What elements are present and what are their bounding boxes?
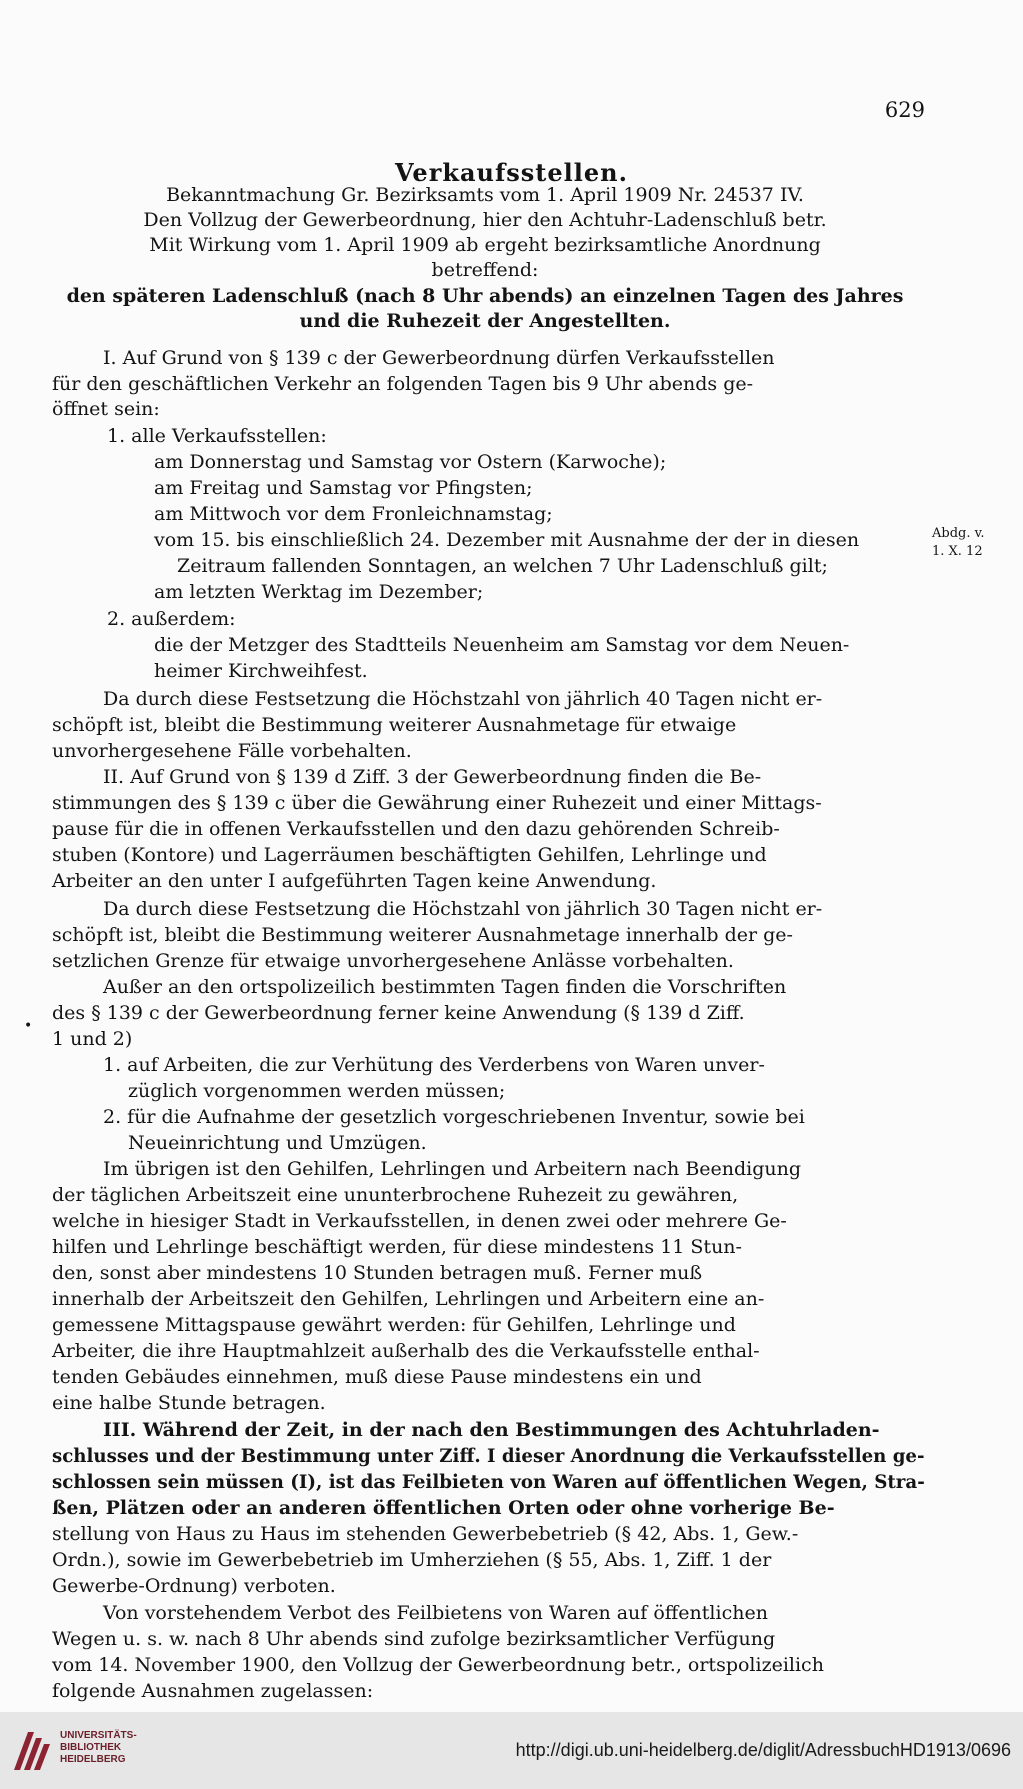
- text-line: am Freitag und Samstag vor Pfingsten;: [154, 477, 533, 499]
- page-number: 629: [884, 98, 925, 122]
- text-line: den späteren Ladenschluß (nach 8 Uhr abends) an einzelnen Tagen des Jahres: [66, 285, 904, 307]
- document-title: Verkaufsstellen.: [395, 158, 628, 187]
- text-line: Mit Wirkung vom 1. April 1909 ab ergeht bezirksamtliche Anordnung: [149, 234, 821, 256]
- text-line: betreffend:: [431, 259, 539, 281]
- text-line: Den Vollzug der Gewerbeordnung, hier den Achtuhr-Ladenschluß betr.: [143, 209, 827, 231]
- text-line: und die Ruhezeit der Angestellten.: [299, 310, 671, 332]
- text-line: III. Während der Zeit, in der nach den Bestimmungen des Achtuhrladen-: [103, 1419, 880, 1441]
- text-line: schlusses und der Bestimmung unter Ziff. I dieser Anordnung die Verkaufsstellen ge-: [52, 1445, 925, 1467]
- text-line: 1. alle Verkaufsstellen:: [107, 425, 327, 447]
- text-line: vom 14. November 1900, den Vollzug der Gewerbeordnung betr., ortspolizeilich: [52, 1654, 824, 1676]
- text-line: Von vorstehendem Verbot des Feilbietens von Waren auf öffentlichen: [103, 1602, 768, 1624]
- text-line: Neueinrichtung und Umzügen.: [128, 1132, 427, 1154]
- text-line: unvorhergesehene Fälle vorbehalten.: [52, 740, 412, 762]
- digital-object-url[interactable]: http://digi.ub.uni-heidelberg.de/diglit/AdressbuchHD1913/0696: [515, 1740, 1011, 1760]
- text-line: schöpft ist, bleibt die Bestimmung weiterer Ausnahmetage für etwaige: [52, 714, 737, 736]
- text-line: Arbeiter an den unter I aufgeführten Tagen keine Anwendung.: [52, 870, 657, 892]
- margin-note-line: 1. X. 12: [932, 544, 983, 559]
- text-line: setzlichen Grenze für etwaige unvorhergesehene Anlässe vorbehalten.: [52, 950, 734, 972]
- text-line: der täglichen Arbeitszeit eine ununterbrochene Ruhezeit zu gewähren,: [52, 1184, 739, 1206]
- text-line: Im übrigen ist den Gehilfen, Lehrlingen und Arbeitern nach Beendigung: [103, 1158, 802, 1180]
- institution-name[interactable]: UNIVERSITÄTS- BIBLIOTHEK HEIDELBERG: [60, 1730, 137, 1765]
- text-line: öffnet sein:: [52, 398, 160, 420]
- text-line: eine halbe Stunde betragen.: [52, 1392, 326, 1414]
- margin-note-line: Abdg. v.: [932, 526, 985, 541]
- text-line: pause für die in offenen Verkaufsstellen und den dazu gehörenden Schreib-: [52, 818, 780, 840]
- text-line: II. Auf Grund von § 139 d Ziff. 3 der Gewerbeordnung finden die Be-: [103, 766, 762, 788]
- text-line: welche in hiesiger Stadt in Verkaufsstellen, in denen zwei oder mehrere Ge-: [52, 1210, 787, 1232]
- text-line: stellung von Haus zu Haus im stehenden Gewerbebetrieb (§ 42, Abs. 1, Gew.-: [52, 1523, 799, 1545]
- text-line: den, sonst aber mindestens 10 Stunden betragen muß. Ferner muß: [52, 1262, 703, 1284]
- text-line: hilfen und Lehrlinge beschäftigt werden, für diese mindestens 11 Stun-: [52, 1236, 742, 1258]
- text-line: des § 139 c der Gewerbeordnung ferner keine Anwendung (§ 139 d Ziff.: [52, 1002, 745, 1024]
- text-line: Bekanntmachung Gr. Bezirksamts vom 1. April 1909 Nr. 24537 IV.: [166, 184, 804, 206]
- text-line: 1 und 2): [52, 1028, 133, 1050]
- text-line: I. Auf Grund von § 139 c der Gewerbeordnung dürfen Verkaufsstellen: [103, 347, 775, 369]
- text-line: 1. auf Arbeiten, die zur Verhütung des Verderbens von Waren unver-: [103, 1054, 765, 1076]
- text-line: Da durch diese Festsetzung die Höchstzahl von jährlich 40 Tagen nicht er-: [103, 688, 823, 710]
- text-line: am Donnerstag und Samstag vor Ostern (Karwoche);: [154, 451, 667, 473]
- text-line: 2. für die Aufnahme der gesetzlich vorgeschriebenen Inventur, sowie bei: [103, 1106, 805, 1128]
- text-line: Arbeiter, die ihre Hauptmahlzeit außerhalb des die Verkaufsstelle enthal-: [52, 1340, 760, 1362]
- text-line: Da durch diese Festsetzung die Höchstzahl von jährlich 30 Tagen nicht er-: [103, 898, 823, 920]
- text-line: züglich vorgenommen werden müssen;: [128, 1080, 506, 1102]
- footer-bar: [0, 1712, 1023, 1789]
- text-line: vom 15. bis einschließlich 24. Dezember mit Ausnahme der der in diesen: [154, 529, 860, 551]
- university-library-logo-icon[interactable]: [10, 1726, 52, 1774]
- text-line: Zeitraum fallenden Sonntagen, an welchen 7 Uhr Ladenschluß gilt;: [177, 555, 828, 577]
- text-line: stimmungen des § 139 c über die Gewährung einer Ruhezeit und einer Mittags-: [52, 792, 822, 814]
- text-line: Ordn.), sowie im Gewerbebetrieb im Umherziehen (§ 55, Abs. 1, Ziff. 1 der: [52, 1549, 772, 1571]
- text-line: am Mittwoch vor dem Fronleichnamstag;: [154, 503, 553, 525]
- text-line: Wegen u. s. w. nach 8 Uhr abends sind zufolge bezirksamtlicher Verfügung: [52, 1628, 776, 1650]
- text-line: am letzten Werktag im Dezember;: [154, 581, 484, 603]
- text-line: heimer Kirchweihfest.: [154, 660, 368, 682]
- text-line: Gewerbe-Ordnung) verboten.: [52, 1575, 336, 1597]
- text-line: für den geschäftlichen Verkehr an folgenden Tagen bis 9 Uhr abends ge-: [52, 373, 754, 395]
- text-line: stuben (Kontore) und Lagerräumen beschäftigten Gehilfen, Lehrlinge und: [52, 844, 767, 866]
- text-line: schöpft ist, bleibt die Bestimmung weiterer Ausnahmetage innerhalb der ge-: [52, 924, 793, 946]
- text-line: folgende Ausnahmen zugelassen:: [52, 1680, 374, 1702]
- text-line: Außer an den ortspolizeilich bestimmten Tagen finden die Vorschriften: [103, 976, 787, 998]
- margin-dot-mark: •: [24, 1018, 33, 1034]
- text-line: tenden Gebäudes einnehmen, muß diese Pause mindestens ein und: [52, 1366, 702, 1388]
- text-line: 2. außerdem:: [107, 608, 236, 630]
- text-line: gemessene Mittagspause gewährt werden: für Gehilfen, Lehrlinge und: [52, 1314, 736, 1336]
- text-line: schlossen sein müssen (I), ist das Feilbieten von Waren auf öffentlichen Wegen, Stra-: [52, 1471, 925, 1493]
- text-line: ßen, Plätzen oder an anderen öffentlichen Orten oder ohne vorherige Be-: [52, 1497, 835, 1519]
- text-line: innerhalb der Arbeitszeit den Gehilfen, Lehrlingen und Arbeitern eine an-: [52, 1288, 765, 1310]
- text-line: die der Metzger des Stadtteils Neuenheim am Samstag vor dem Neuen-: [154, 634, 850, 656]
